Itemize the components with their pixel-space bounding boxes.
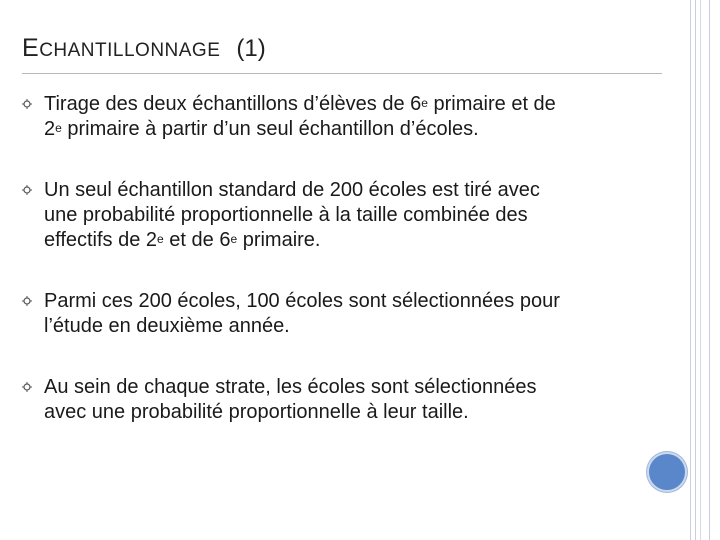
bullet-item [22,92,672,142]
slide-title [22,34,266,70]
decorative-circle [647,452,687,492]
frame-line-1 [690,0,691,540]
frame-line-2 [695,0,696,540]
bullet-list [22,92,672,425]
title-rest: CHANTILLONNAGE [39,40,221,61]
bullet-text: Tirage des deux échantillons d’élèves de 6e primaire et de 2e primaire à partir d’un seul échantillon d’écoles. [44,93,556,140]
bullet-item [22,289,672,339]
frame-line-4 [709,0,710,540]
frame-line-3 [700,0,701,540]
bullet-icon [22,99,32,109]
bullet-text: Parmi ces 200 écoles, 100 écoles sont sélectionnées pour l’étude en deuxième année. [44,290,560,337]
title-number: (1) [236,35,266,62]
bullet-icon [22,296,32,306]
title-first-letter: E [22,34,40,62]
title-text [22,34,220,63]
title-underline [22,73,662,74]
bullet-item [22,375,672,425]
bullet-item [22,178,672,253]
bullet-text: Au sein de chaque strate, les écoles sont sélectionnées avec une probabilité proportionnelle à leur taille. [44,376,537,423]
bullet-icon [22,382,32,392]
bullet-icon [22,185,32,195]
bullet-text: Un seul échantillon standard de 200 écoles est tiré avec une probabilité proportionnelle à la taille combinée des effectifs de 2e et de 6e primaire. [44,179,540,251]
